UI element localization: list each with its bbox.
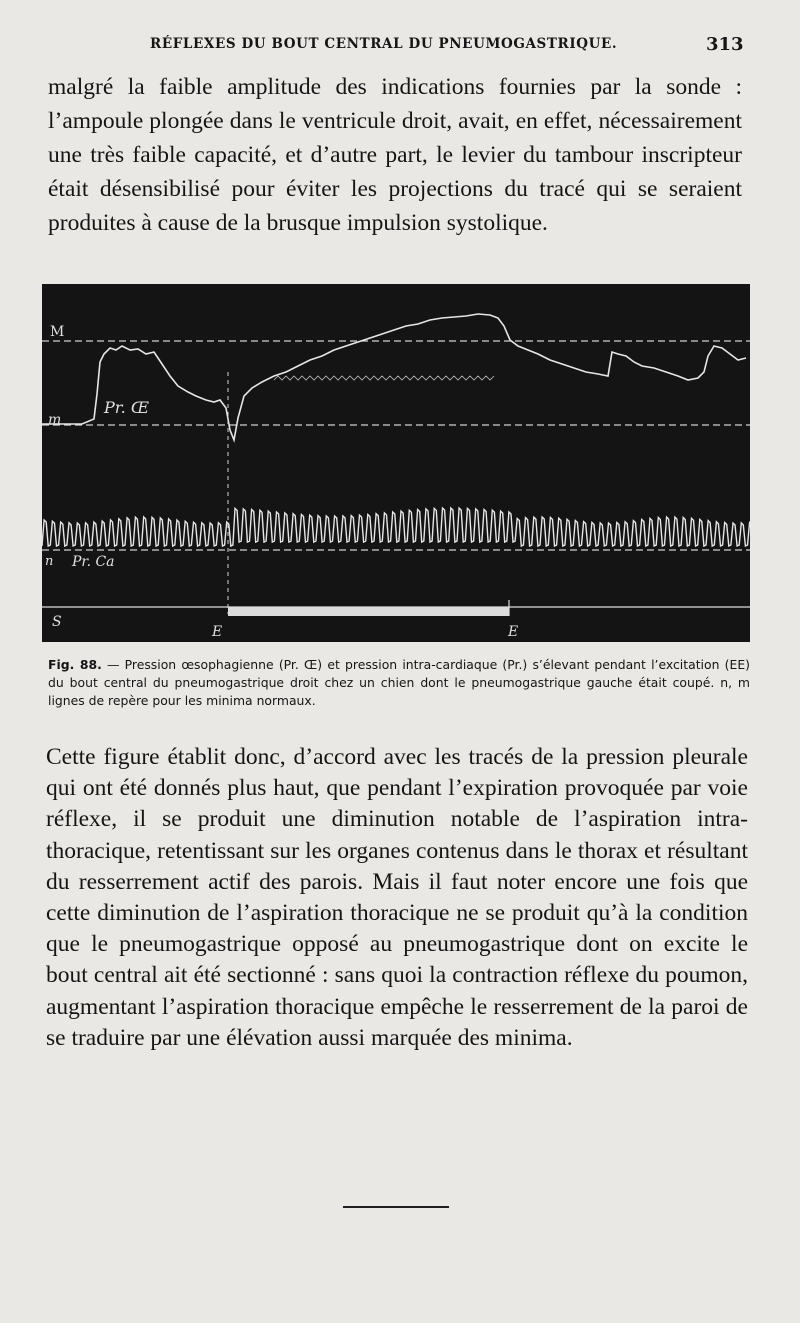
- figure-caption: [48, 656, 750, 710]
- label-s: S: [52, 614, 62, 630]
- excitation-bar: [228, 607, 509, 616]
- caption-text: — Pression œsophagienne (Pr. Œ) et pression intra-cardiaque (Pr.) s’élevant pendant l’excitation (EE) du bout central du pneumogastrique droit chez un chien dont le pneumogastrique gauche était coupé. n, m lignes de repère pour les minima normaux.: [48, 657, 750, 708]
- intracardiac-pressure-trace: [42, 508, 750, 546]
- label-e-start: E: [212, 624, 223, 640]
- label-e-end: E: [508, 624, 519, 640]
- label-n: n: [45, 554, 54, 569]
- label-m: m: [48, 412, 62, 428]
- tracing-svg: [42, 284, 750, 642]
- label-pr-ca: Pr. Ca: [72, 554, 115, 570]
- running-head: RÉFLEXES DU BOUT CENTRAL DU PNEUMOGASTRIQUE.: [150, 36, 618, 52]
- label-pr-oe: Pr. Œ: [104, 398, 150, 417]
- section-rule: [343, 1206, 449, 1208]
- label-M: M: [50, 324, 65, 340]
- paragraph-1: malgré la faible amplitude des indications fournies par la sonde : l’ampoule plongée dans le ventricule droit, avait, en effet, nécessairement une très faible capacité, et d’autre part, le levier du tambour inscripteur était désensibilisé pour éviter les projections du tracé qui se seraient produites à cause de la brusque impulsion systolique.: [48, 74, 742, 236]
- paragraph-2: Cette figure établit donc, d’accord avec les tracés de la pression pleurale qui ont été donnés plus haut, que pendant l’expiration provoquée par voie réflexe, il se produit une diminution notable de l’aspiration intra-thoracique, retentissant sur les organes contenus dans le thorax et résultant du resserrement actif des parois. Mais il faut noter encore une fois que cette diminution de l’aspiration thoracique ne se produit qu’à la condition que le pneumogastrique opposé au pneumogastrique dont on excite le bout central ait été sectionné : sans quoi la contraction réflexe du poumon, augmentant l’aspiration thoracique empêche le resserrement de la paroi de se traduire par une élévation aussi marquée des minima.: [46, 744, 748, 1051]
- page-number: 313: [706, 34, 744, 55]
- caption-figure-label: Fig. 88.: [48, 657, 102, 672]
- esophageal-pressure-trace: [42, 314, 746, 440]
- figure-88: [42, 284, 750, 642]
